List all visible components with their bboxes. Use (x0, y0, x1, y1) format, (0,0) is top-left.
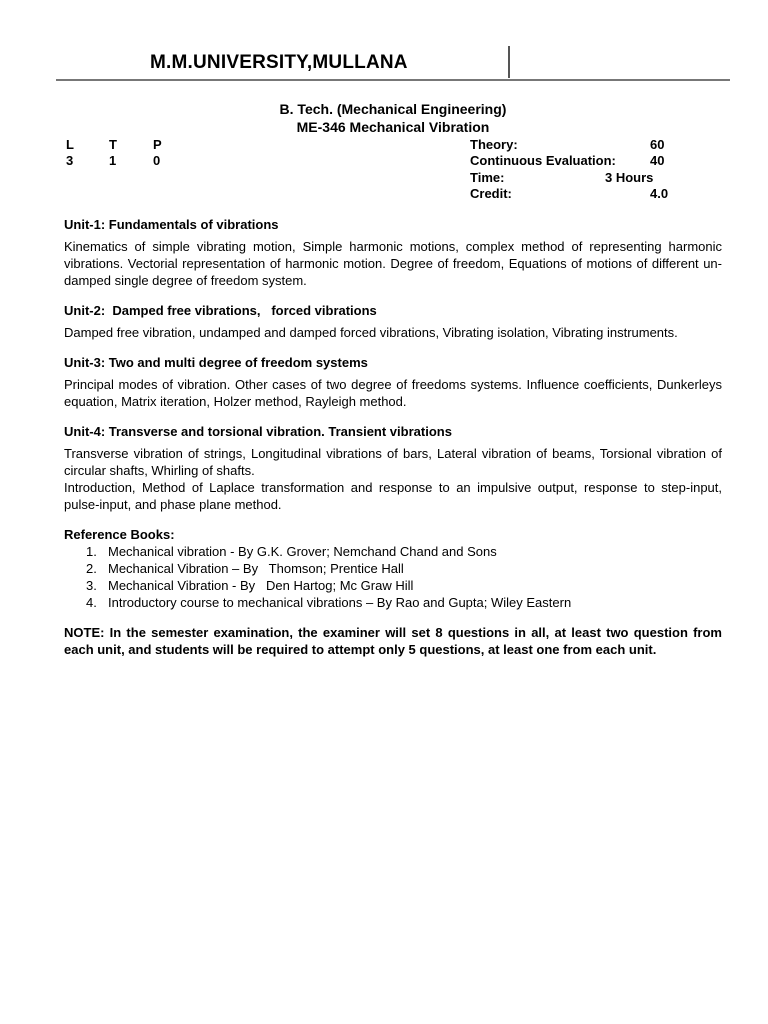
credit-label: Credit: (470, 186, 512, 201)
reference-item (86, 577, 722, 594)
theory-value: 60 (650, 137, 665, 152)
reference-books-heading: Reference Books: (64, 527, 175, 542)
unit-4-text: Transverse vibration of strings, Longitudinal vibrations of bars, Lateral vibration of beams, Torsional vibration of circular shafts, Whirling of shafts. (64, 446, 722, 478)
ltp-value-l: 3 (66, 153, 74, 168)
reference-item (86, 543, 722, 560)
reference-item (86, 560, 722, 577)
reference-number: 3. (86, 578, 97, 593)
theory-label: Theory: (470, 137, 518, 152)
reference-number: 4. (86, 595, 97, 610)
exam-note: NOTE: In the semester examination, the examiner will set 8 questions in all, at least two question from each unit, and students will be required to attempt only 5 questions, at least one from each unit. (64, 625, 722, 657)
unit-2-text: Damped free vibration, undamped and damped forced vibrations, Vibrating isolation, Vibrating instruments. (64, 325, 678, 340)
time-label: Time: (470, 170, 505, 185)
reference-books-list (64, 543, 722, 611)
ltp-label-p: P (153, 137, 162, 152)
reference-text: Mechanical Vibration – By Thomson; Prentice Hall (108, 561, 404, 576)
unit-3-heading: Unit-3: Two and multi degree of freedom systems (64, 355, 368, 370)
credit-value: 4.0 (650, 186, 669, 201)
unit-1-text: Kinematics of simple vibrating motion, Simple harmonic motions, complex method of representing harmonic vibrations. Vectorial representation of harmonic motion. Degree of freedom, Equations of motions of different un-damped single degree of freedom system. (64, 239, 722, 288)
syllabus-content (64, 216, 722, 658)
course-title: ME-346 Mechanical Vibration (296, 119, 490, 135)
ltp-label-l: L (66, 137, 74, 152)
unit-1-heading: Unit-1: Fundamentals of vibrations (64, 217, 279, 232)
header-vertical-divider (508, 46, 510, 78)
reference-number: 1. (86, 544, 97, 559)
unit-2-heading: Unit-2: Damped free vibrations, forced vibrations (64, 303, 377, 318)
header-horizontal-rule (56, 79, 730, 81)
university-title: M.M.UNIVERSITY,MULLANA (150, 52, 408, 73)
continuous-evaluation-label: Continuous Evaluation: (470, 153, 616, 168)
reference-text: Mechanical vibration - By G.K. Grover; Nemchand Chand and Sons (108, 544, 497, 559)
reference-text: Introductory course to mechanical vibrations – By Rao and Gupta; Wiley Eastern (108, 595, 572, 610)
reference-text: Mechanical Vibration - By Den Hartog; Mc Graw Hill (108, 578, 414, 593)
continuous-evaluation-value: 40 (650, 153, 665, 168)
reference-number: 2. (86, 561, 97, 576)
ltp-label-t: T (109, 137, 117, 152)
degree-title: B. Tech. (Mechanical Engineering) (279, 101, 507, 117)
unit-4-heading: Unit-4: Transverse and torsional vibration. Transient vibrations (64, 424, 452, 439)
unit-3-text: Principal modes of vibration. Other cases of two degree of freedoms systems. Influence coefficients, Dunkerleys equation, Matrix iteration, Holzer method, Rayleigh method. (64, 377, 722, 409)
ltp-value-p: 0 (153, 153, 161, 168)
time-value: 3 Hours (605, 170, 654, 185)
ltp-value-t: 1 (109, 153, 117, 168)
reference-item (86, 594, 722, 611)
unit-4-text-2: Introduction, Method of Laplace transformation and response to an impulsive output, response to step-input, pulse-input, and phase plane method. (64, 480, 722, 512)
